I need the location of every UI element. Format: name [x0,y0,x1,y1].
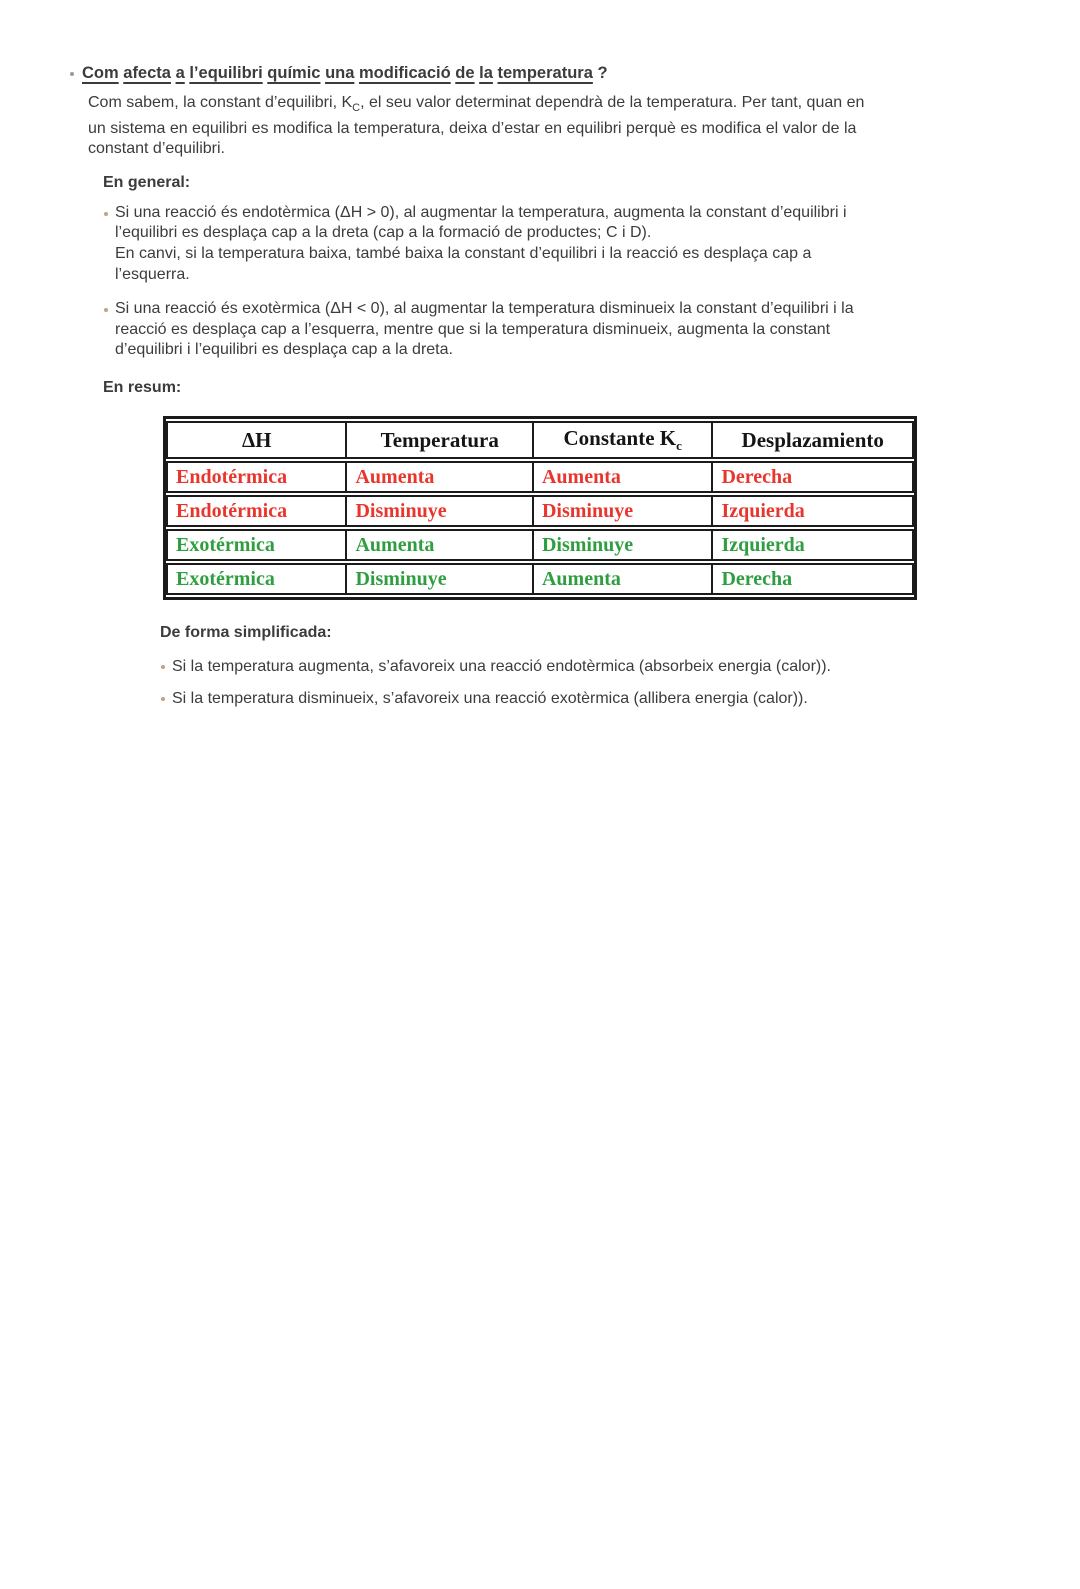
cell-dh: Exotérmica [166,563,347,595]
heading-en-resum: En resum: [103,379,182,397]
bullet-dot-icon [104,212,108,216]
page-title-words: Com afecta a l’equilibri químic una modificació de la temperatura [82,64,593,82]
cell-desp: Derecha [713,563,914,595]
col-header-desplazamiento: Desplazamiento [713,421,914,459]
cell-dh: Endotérmica [166,461,347,493]
bullet-line: d’equilibri i l’equilibri es desplaça cap a la dreta. [115,341,453,359]
col-header-delta-h: ΔH [166,421,347,459]
title-bullet-icon [70,72,74,76]
equilibrium-summary-table [163,416,917,600]
heading-en-general: En general: [103,173,191,191]
general-bullet-endotermica-text [115,203,847,286]
intro-line-3: constant d’equilibri. [88,140,225,158]
table-row [166,529,914,561]
table-row [166,461,914,493]
general-bullet-exotermica [104,299,1080,361]
bullet-line: reacció es desplaça cap a l’esquerra, mentre que si la temperatura disminueix, augmenta la constant [115,320,831,338]
page-title-row [70,62,1080,84]
cell-temp: Aumenta [347,461,533,493]
bullet-dot-icon [161,665,165,669]
bullet-line: l’equilibri es desplaça cap a la dreta (cap a la formació de productes; C i D). [115,224,652,242]
cell-kc: Aumenta [534,563,713,595]
cell-dh: Exotérmica [166,529,347,561]
intro-line-2: un sistema en equilibri es modifica la temperatura, deixa d’estar en equilibri perquè es modifica el valor de la [88,119,857,137]
page-title [82,62,608,84]
simplified-bullet-text: Si la temperatura augmenta, s’afavoreix una reacció endotèrmica (absorbeix energia (calor)). [172,658,831,676]
kc-header-base: Constante K [563,426,677,451]
bullet-line: Si una reacció és endotèrmica (ΔH > 0), al augmentar la temperatura, augmenta la constant d’equilibri i [115,203,847,221]
col-header-temperatura: Temperatura [347,421,533,459]
intro-paragraph [88,93,1080,160]
bullet-dot-icon [161,697,165,701]
cell-temp: Disminuye [347,563,533,595]
intro-line-1-pre: Com sabem, la constant d’equilibri, K [88,94,353,111]
cell-kc: Aumenta [534,461,713,493]
intro-line-1-post: , el seu valor determinat dependrà de la temperatura. Per tant, quan en [360,94,865,111]
kc-header-subscript: c [676,438,682,454]
general-bullet-exotermica-text [115,299,854,361]
cell-desp: Izquierda [713,529,914,561]
bullet-line: En canvi, si la temperatura baixa, també baixa la constant d’equilibri i la reacció es desplaça cap a [115,245,812,263]
kc-subscript: C [352,102,361,115]
cell-temp: Aumenta [347,529,533,561]
simplified-bullet-text: Si la temperatura disminueix, s’afavoreix una reacció exotèrmica (allibera energia (calor)). [172,690,808,708]
table-header-row [166,421,914,459]
page-title-suffix: ? [592,64,608,82]
general-bullet-endotermica [104,203,1080,286]
cell-dh: Endotérmica [166,495,347,527]
cell-kc: Disminuye [534,495,713,527]
table-row [166,563,914,595]
bullet-line: Si una reacció és exotèrmica (ΔH < 0), al augmentar la temperatura disminueix la constant d’equilibri i la [115,299,854,317]
cell-desp: Derecha [713,461,914,493]
simplified-bullet-disminueix [161,688,1080,709]
cell-kc: Disminuye [534,529,713,561]
cell-desp: Izquierda [713,495,914,527]
simplified-bullet-augmenta [161,656,1080,677]
heading-de-forma-simplificada: De forma simplificada: [160,624,332,642]
bullet-line: l’esquerra. [115,266,190,284]
cell-temp: Disminuye [347,495,533,527]
col-header-constante-kc [534,421,713,459]
intro-line-1 [88,93,1080,119]
table-row [166,495,914,527]
bullet-dot-icon [104,308,108,312]
